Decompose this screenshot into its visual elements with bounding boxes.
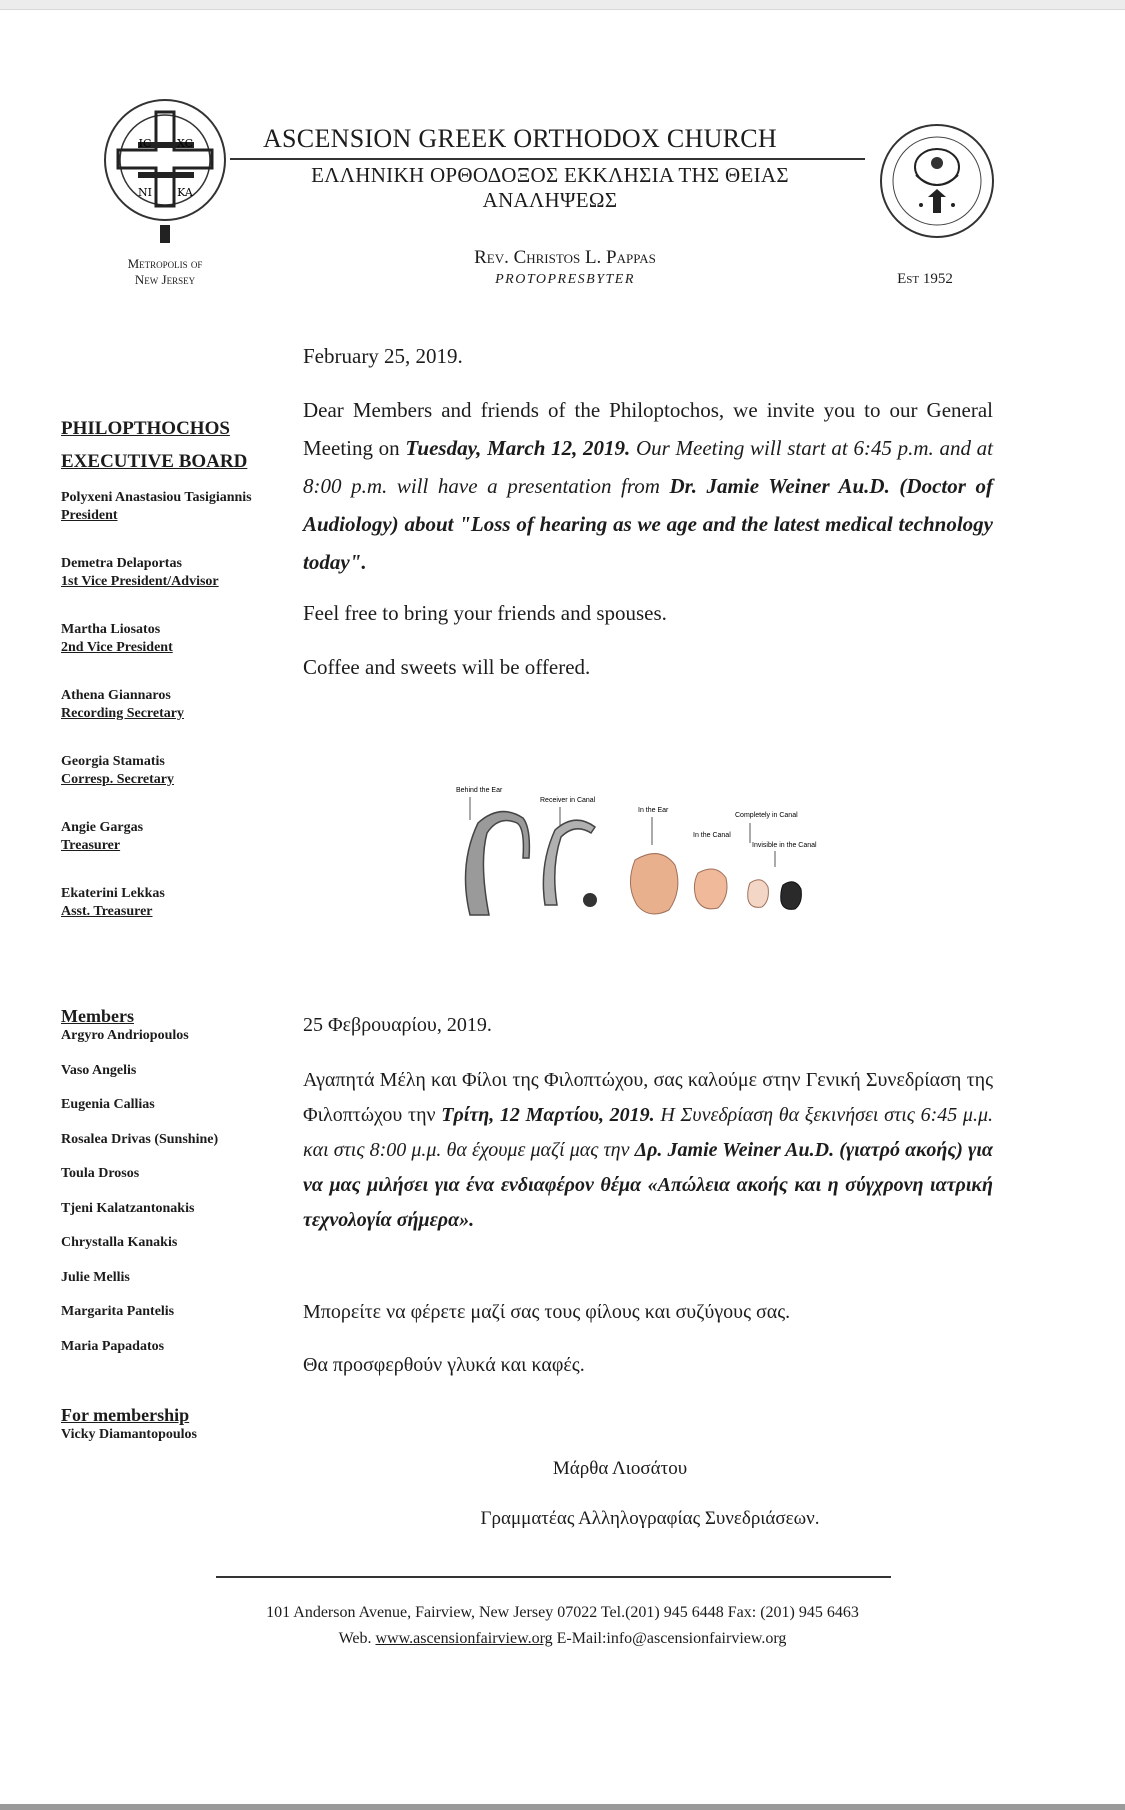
board-member	[61, 753, 286, 819]
label-behind-the-ear: Behind the Ear	[456, 787, 503, 794]
header-rule	[230, 158, 865, 160]
metropolis-seal-icon	[100, 90, 230, 250]
board-member-role: 2nd Vice President	[61, 640, 173, 655]
greek-p1-intro: Αγαπητά Μέλη και Φίλοι της Φιλοπτώχου, σας καλούμε στην Γενική Συνεδρίαση της Φιλοπτώχου την	[303, 1069, 993, 1126]
english-p1-speaker: Dr. Jamie Weiner Au.D. (Doctor of Audiology) about "Loss of hearing as we age and the latest medical technology today".	[303, 474, 993, 574]
board-member	[61, 555, 286, 621]
footer-web-link[interactable]: www.ascensionfairview.org	[375, 1630, 553, 1647]
english-p1-time: Our Meeting will start at 6:45 p.m. and at 8:00 p.m. will have a presentation from	[303, 436, 994, 498]
board-member-role: Treasurer	[61, 838, 121, 853]
seal-letter-ka: KA	[177, 186, 193, 199]
greek-p1-date: Τρίτη, 12 Μαρτίου, 2019.	[441, 1104, 655, 1126]
seal-letter-xc: XC	[176, 137, 194, 150]
board-member-role: Asst. Treasurer	[61, 904, 153, 919]
sidebar-membership	[61, 1404, 286, 1444]
priest-name: Rev. Christos L. Pappas	[474, 247, 656, 268]
seal-letter-ni: NI	[138, 186, 152, 199]
board-member	[61, 621, 286, 687]
member-item: Julie Mellis	[61, 1269, 130, 1285]
member-item: Argyro Andriopoulos	[61, 1028, 189, 1043]
sidebar-heading-1: PHILOPTHOCHOS	[61, 418, 230, 439]
greek-paragraph-3: Θα προσφερθούν γλυκά και καφές.	[303, 1354, 585, 1376]
viewer-bottom-bar	[0, 1804, 1125, 1810]
metropolis-line-2: New Jersey	[134, 272, 196, 287]
board-member	[61, 819, 286, 885]
label-receiver-in-canal: Receiver in Canal	[540, 797, 596, 804]
board-member-name: Ekaterini Lekkas	[61, 886, 165, 901]
metropolis-label	[100, 256, 230, 288]
member-item: Tjeni Kalatzantonakis	[61, 1200, 195, 1216]
board-member-name: Demetra Delaportas	[61, 556, 182, 571]
church-name: ASCENSION GREEK ORTHODOX CHURCH	[262, 124, 778, 153]
board-member-name: Athena Giannaros	[61, 688, 171, 703]
member-item: Vaso Angelis	[61, 1062, 137, 1078]
board-member	[61, 687, 286, 753]
english-date: February 25, 2019.	[303, 344, 463, 368]
member-item: Chrystalla Kanakis	[61, 1235, 178, 1250]
board-member-role: President	[61, 508, 118, 523]
english-p1-date: Tuesday, March 12, 2019.	[405, 436, 631, 460]
sidebar-board	[61, 420, 286, 951]
sidebar-heading-2: EXECUTIVE BOARD	[61, 451, 248, 472]
label-invisible-in-canal: Invisible in the Canal	[752, 842, 817, 849]
church-name-greek: ΕΛΛΗΝΙΚΗ ΟΡΘΟΔΟΞΟΣ ΕΚΚΛΗΣΙΑ ΤΗΣ ΘΕΙΑΣ ΑΝΑΛΗΨΕΩΣ	[311, 163, 789, 212]
board-member	[61, 489, 286, 555]
member-item: Rosalea Drivas (Sunshine)	[61, 1131, 219, 1147]
priest-title: PROTOPRESBYTER	[495, 272, 635, 287]
board-member-name: Georgia Stamatis	[61, 754, 165, 769]
english-paragraph-2: Feel free to bring your friends and spouses.	[303, 601, 667, 625]
english-p1-intro: Dear Members and friends of the Philoptochos, we invite you to our General Meeting on	[303, 398, 993, 460]
member-item: Maria Papadatos	[61, 1338, 165, 1354]
label-in-the-ear: In the Ear	[638, 807, 669, 814]
board-member-name: Martha Liosatos	[61, 622, 161, 637]
ite-aid	[630, 854, 677, 914]
cic-aid	[748, 880, 769, 908]
board-member-name: Angie Gargas	[61, 820, 144, 835]
metropolis-line-1: Metropolis of	[127, 256, 203, 271]
label-in-the-canal: In the Canal	[693, 832, 731, 839]
board-member-role: Corresp. Secretary	[61, 772, 174, 787]
bte-aid	[466, 812, 530, 915]
member-item: Toula Drosos	[61, 1166, 140, 1181]
label-completely-in-canal: Completely in Canal	[735, 812, 798, 819]
established-label: Est 1952	[897, 271, 953, 287]
ric-aid	[543, 820, 595, 905]
member-item: Margarita Pantelis	[61, 1304, 175, 1319]
footer-rule	[216, 1576, 891, 1578]
footer-address: 101 Anderson Avenue, Fairview, New Jersey 07022 Tel.(201) 945 6448 Fax: (201) 945 6463	[266, 1604, 859, 1621]
english-paragraph-1	[303, 391, 993, 581]
greek-paragraph-1	[303, 1063, 993, 1238]
membership-contact: Vicky Diamantopoulos	[61, 1427, 198, 1442]
board-member	[61, 885, 286, 951]
iic-aid	[781, 882, 802, 910]
board-member-name: Polyxeni Anastasiou Tasigiannis	[61, 490, 252, 505]
signature-name: Μάρθα Λιοσάτου	[552, 1458, 688, 1479]
greek-p1-time: Η Συνεδρίαση θα ξεκινήσει στις 6:45 μ.μ. και στις 8:00 μ.μ. θα έχουμε μαζί μας την	[303, 1104, 993, 1161]
membership-heading: For membership	[61, 1405, 190, 1425]
footer-email[interactable]: E-Mail:info@ascensionfairview.org	[556, 1630, 787, 1647]
seal-letter-ic: IC	[138, 137, 152, 150]
greek-paragraph-2: Μπορείτε να φέρετε μαζί σας τους φίλους και συζύγους σας.	[303, 1301, 791, 1323]
board-member-role: 1st Vice President/Advisor	[61, 574, 219, 589]
members-heading: Members	[61, 1006, 134, 1026]
church-seal-icon	[876, 105, 998, 257]
viewer-top-bar	[0, 0, 1125, 10]
signature-title: Γραμματέας Αλληλογραφίας Συνεδριάσεων.	[480, 1508, 820, 1529]
sidebar-members	[61, 1005, 286, 1372]
footer-web-label: Web.	[338, 1630, 372, 1647]
greek-p1-speaker: Δρ. Jamie Weiner Au.D. (γιατρό ακοής) για να μας μιλήσει για ένα ενδιαφέρον θέμα «Απώλεια ακοής και η σύγχρονη ιατρική τεχνολογία σήμερα».	[303, 1139, 993, 1231]
footer-contact	[160, 1630, 965, 1648]
board-member-role: Recording Secretary	[61, 706, 184, 721]
english-paragraph-3: Coffee and sweets will be offered.	[303, 655, 591, 679]
itc-aid	[694, 869, 727, 909]
member-item: Eugenia Callias	[61, 1097, 155, 1112]
greek-date: 25 Φεβρουαρίου, 2019.	[303, 1014, 492, 1036]
hearing-aids-illustration	[440, 775, 870, 935]
